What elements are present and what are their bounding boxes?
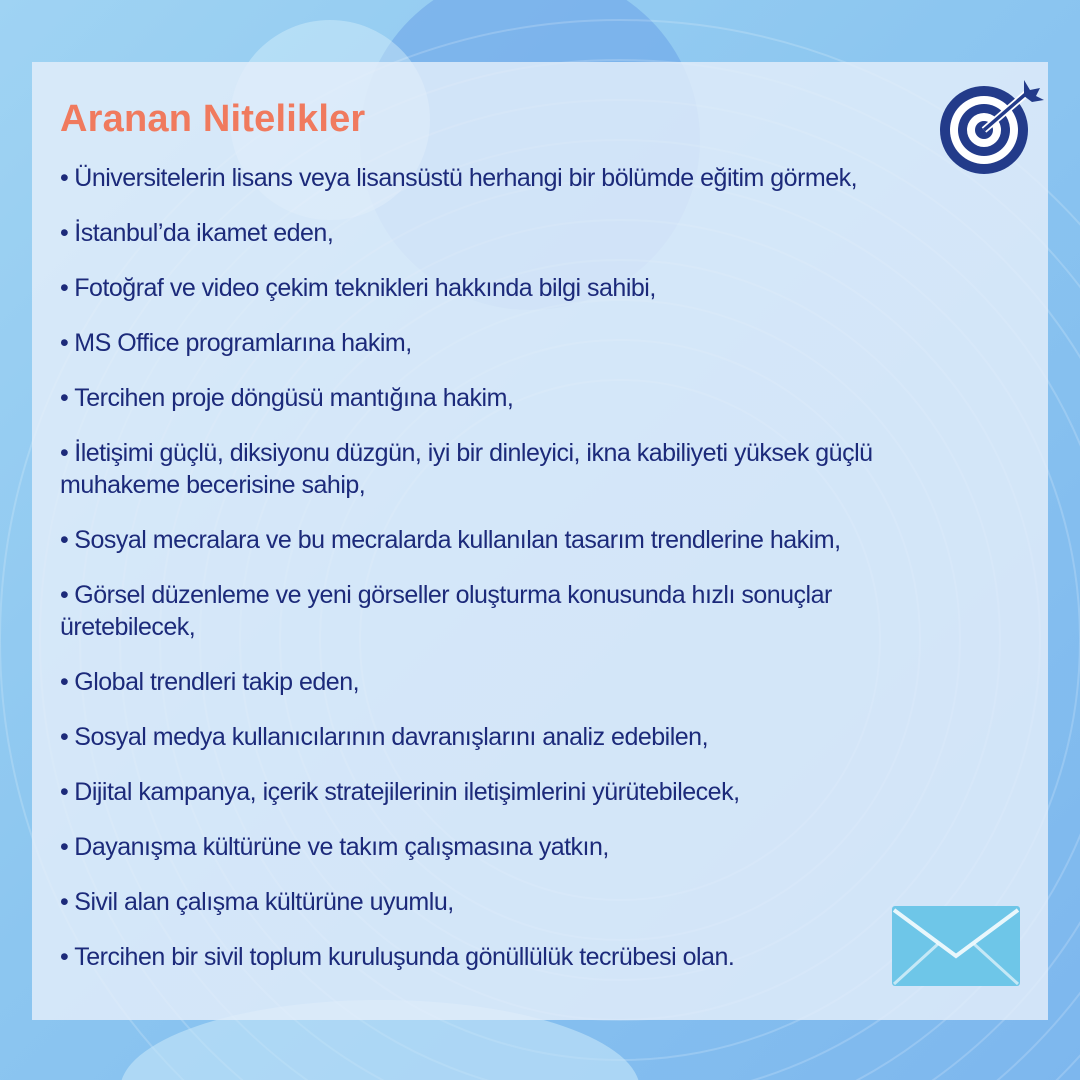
list-item: • İstanbul’da ikamet eden, bbox=[60, 219, 334, 247]
list-item: • Fotoğraf ve video çekim teknikleri hakkında bilgi sahibi, bbox=[60, 274, 656, 302]
qualifications-list bbox=[60, 162, 960, 996]
list-item: • Dayanışma kültürüne ve takım çalışmasına yatkın, bbox=[60, 833, 609, 861]
list-item: • Dijital kampanya, içerik stratejilerinin iletişimlerini yürütebilecek, bbox=[60, 778, 740, 806]
list-item: • Üniversitelerin lisans veya lisansüstü herhangi bir bölümde eğitim görmek, bbox=[60, 164, 858, 192]
list-item: • MS Office programlarına hakim, bbox=[60, 329, 412, 357]
qualifications-card bbox=[32, 62, 1048, 1020]
list-item: • İletişimi güçlü, diksiyonu düzgün, iyi bir dinleyici, ikna kabiliyeti yüksek güçlü muhakeme becerisine sahip, bbox=[60, 439, 873, 499]
list-item: • Tercihen bir sivil toplum kuruluşunda gönüllülük tecrübesi olan. bbox=[60, 943, 735, 971]
list-item: • Sosyal medya kullanıcılarının davranışlarını analiz edebilen, bbox=[60, 723, 709, 751]
list-item: • Sivil alan çalışma kültürüne uyumlu, bbox=[60, 888, 454, 916]
list-item: • Global trendleri takip eden, bbox=[60, 668, 360, 696]
list-item: • Tercihen proje döngüsü mantığına hakim, bbox=[60, 384, 514, 412]
page-title: Aranan Nitelikler bbox=[60, 98, 366, 140]
list-item: • Sosyal mecralara ve bu mecralarda kullanılan tasarım trendlerine hakim, bbox=[60, 526, 841, 554]
list-item: • Görsel düzenleme ve yeni görseller oluşturma konusunda hızlı sonuçlar üretebilecek, bbox=[60, 581, 832, 641]
envelope-icon bbox=[890, 904, 1022, 988]
